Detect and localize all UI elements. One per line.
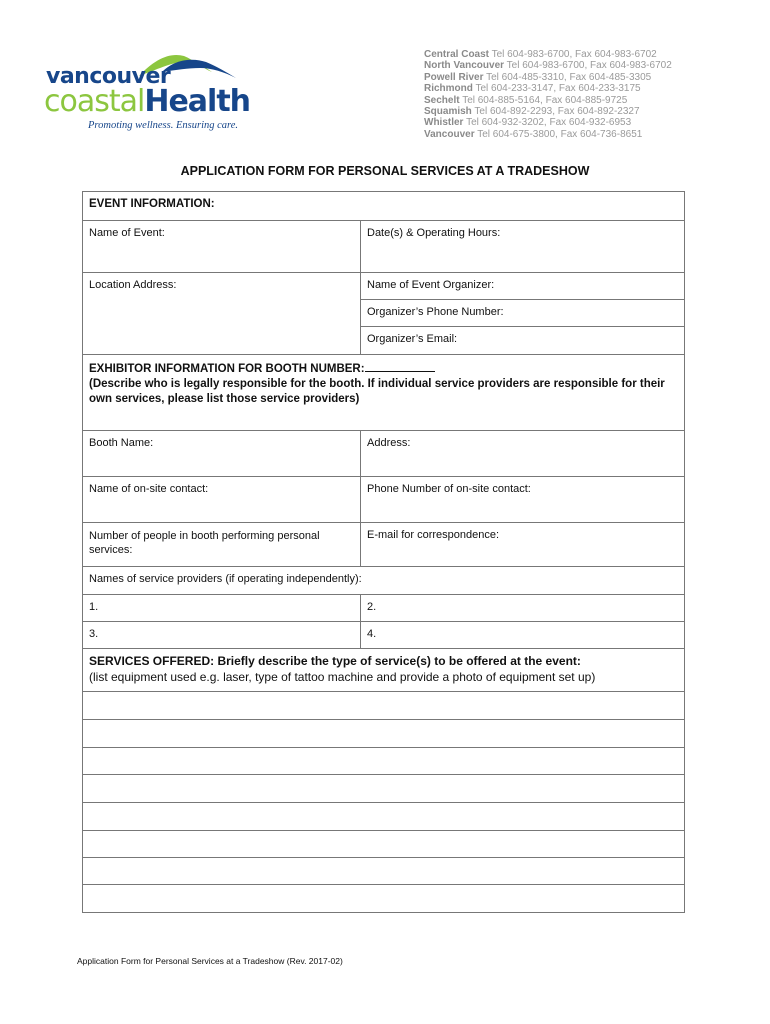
vch-logo xyxy=(44,48,251,134)
event-header: EVENT INFORMATION: xyxy=(89,198,215,210)
page-footer: Application Form for Personal Services at a Tradeshow (Rev. 2017-02) xyxy=(77,956,343,966)
people-count-field[interactable]: Number of people in booth performing personal services: xyxy=(83,523,361,566)
services-header: SERVICES OFFERED: Briefly describe the type of service(s) to be offered at the event: (list equipment used e.g. laser, type of tattoo machine and provide a photo of equipment set up) xyxy=(89,654,596,684)
services-header-row xyxy=(83,649,684,692)
services-line[interactable] xyxy=(83,720,684,748)
providers-row xyxy=(83,622,684,649)
page-title: APPLICATION FORM FOR PERSONAL SERVICES AT A TRADESHOW xyxy=(180,164,590,178)
logo-coastal-health: coastalHealth xyxy=(44,84,251,119)
logo-vancouver: vancouver xyxy=(46,64,171,89)
contact-line: Richmond Tel 604-233-3147, Fax 604-233-3175 xyxy=(424,83,641,95)
services-line[interactable] xyxy=(83,775,684,803)
providers-label: Names of service providers (if operating independently): xyxy=(89,573,362,585)
location-row xyxy=(83,273,684,355)
services-line[interactable] xyxy=(83,858,684,885)
organizer-email-field[interactable]: Organizer’s Email: xyxy=(367,333,458,345)
organizer-phone-field[interactable]: Organizer’s Phone Number: xyxy=(361,300,684,327)
location-address-field[interactable]: Location Address: xyxy=(83,273,361,354)
event-name-field[interactable]: Name of Event: xyxy=(83,221,361,272)
onsite-phone-field[interactable]: Phone Number of on-site contact: xyxy=(367,483,531,495)
services-line[interactable] xyxy=(83,831,684,858)
organizer-name-field[interactable]: Name of Event Organizer: xyxy=(361,273,684,300)
contact-line: Central Coast Tel 604-983-6700, Fax 604-983-6702 xyxy=(424,49,657,60)
booth-name-field[interactable]: Booth Name: xyxy=(83,431,361,476)
event-dates-field[interactable]: Date(s) & Operating Hours: xyxy=(367,227,501,239)
logo-tagline: Promoting wellness. Ensuring care. xyxy=(88,120,239,131)
contact-line: North Vancouver Tel 604-983-6700, Fax 604-983-6702 xyxy=(424,60,672,72)
booth-address-field[interactable]: Address: xyxy=(367,437,411,449)
application-form xyxy=(82,191,685,913)
exhibitor-header-row xyxy=(83,355,684,431)
contact-line: Vancouver Tel 604-675-3800, Fax 604-736-8651 xyxy=(424,128,643,140)
contact-line: Whistler Tel 604-932-3202, Fax 604-932-6953 xyxy=(424,117,632,129)
exhibitor-header: EXHIBITOR INFORMATION FOR BOOTH NUMBER: (Describe who is legally responsible for the booth. If individual service providers are responsible for their own services, please list those service providers) xyxy=(89,363,665,405)
providers-row xyxy=(83,595,684,622)
organizer-block xyxy=(361,273,684,354)
event-header-row xyxy=(83,192,684,221)
event-row xyxy=(83,221,684,273)
contact-list xyxy=(424,49,672,140)
contact-line: Powell River Tel 604-485-3310, Fax 604-485-3305 xyxy=(424,71,652,83)
services-line[interactable] xyxy=(83,885,684,912)
services-line[interactable] xyxy=(83,748,684,775)
services-line[interactable] xyxy=(83,692,684,720)
booth-number-blank[interactable] xyxy=(365,361,435,372)
contact-line: Sechelt Tel 604-885-5164, Fax 604-885-9725 xyxy=(424,94,628,106)
booth-row xyxy=(83,431,684,477)
providers-header-row xyxy=(83,567,684,595)
contact-line: Squamish Tel 604-892-2293, Fax 604-892-2327 xyxy=(424,106,640,118)
provider-4-field[interactable]: 4. xyxy=(367,628,377,640)
services-line[interactable] xyxy=(83,803,684,831)
onsite-contact-field[interactable]: Name of on-site contact: xyxy=(83,477,361,522)
provider-3-field[interactable]: 3. xyxy=(83,622,361,648)
provider-1-field[interactable]: 1. xyxy=(83,595,361,621)
people-row xyxy=(83,523,684,567)
correspondence-email-field[interactable]: E-mail for correspondence: xyxy=(367,529,500,541)
provider-2-field[interactable]: 2. xyxy=(367,601,377,613)
contact-row xyxy=(83,477,684,523)
